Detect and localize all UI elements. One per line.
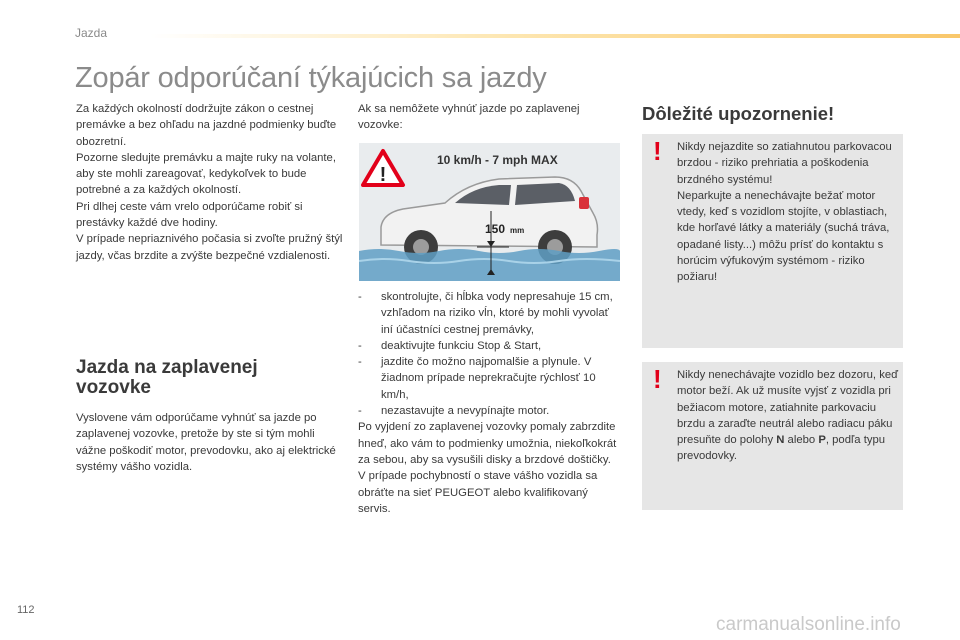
warning-text: [677, 139, 901, 286]
service-advice-text: V prípade pochybností o stave vášho vozidla sa obráťte na sieť PEUGEOT alebo kvalifikovaný servis.: [358, 470, 598, 515]
page-title: Zopár odporúčaní týkajúcich sa jazdy: [75, 62, 547, 94]
flooded-road-steps: [358, 289, 622, 517]
watermark: carmanualsonline.info: [716, 614, 901, 635]
list-item: - jazdite čo možno najpomalšie a plynule. V žiadnom prípade neprekračujte rýchlosť 10 km/h,: [358, 354, 622, 403]
gear-n-label: N: [776, 434, 785, 447]
warning-text-part: Nikdy nenechávajte vozidlo bez dozoru, keď motor beží. Ak už musíte vyjsť z vozidla pri bežiacom motore, zatiahnite parkovaciu brzdu a zaraďte neutrál alebo radiacu páku presuňte do polohy: [677, 369, 899, 447]
flooded-road-heading: Jazda na zaplavenej vozovke: [76, 357, 258, 398]
exclamation-icon: !: [379, 164, 387, 186]
gear-p-label: P: [818, 434, 826, 447]
depth-unit: mm: [510, 226, 525, 235]
warnings-heading: Dôležité upozornenie!: [642, 103, 835, 124]
flooded-road-text: Vyslovene vám odporúčame vyhnúť sa jazde po zaplavenej vozovke, pretože by ste si tým mohli vážne poškodiť motor, prevodovku, ako aj elektrické systémy vášho vozidla.: [76, 412, 336, 473]
flooded-car-illustration: [359, 143, 620, 281]
intro-text: [76, 101, 344, 264]
speed-limit-label: 10 km/h - 7 mph MAX: [437, 153, 558, 167]
list-item: - nezastavujte a nevypínajte motor.: [358, 403, 622, 419]
header-divider: [150, 34, 960, 38]
section-header: Jazda: [75, 26, 108, 40]
warning-box-unattended: [642, 362, 903, 510]
intro-paragraph: Za každých okolností dodržujte zákon o cestnej premávke a bez ohľadu na jazdné podmienky buďte obozretní.: [76, 103, 337, 148]
flooded-road-lead: Ak sa nemôžete vyhnúť jazde po zaplavenej vozovke:: [358, 103, 580, 132]
car-hub-front: [413, 239, 429, 255]
list-item: - deaktivujte funkciu Stop & Start,: [358, 338, 622, 354]
warning-paragraph: Nikdy nejazdite so zatiahnutou parkovacou brzdou - riziko prehriatia a poškodenia brzdného systému!: [677, 141, 892, 186]
car-taillight: [579, 197, 589, 209]
exclamation-icon: !: [653, 364, 662, 394]
step-text: deaktivujte funkciu Stop & Start,: [381, 339, 542, 352]
step-text: nezastavujte a nevypínajte motor.: [381, 405, 550, 418]
exclamation-icon: !: [653, 136, 662, 166]
step-text: skontrolujte, či hĺbka vody nepresahuje 15 cm, vzhľadom na riziko vĺn, ktoré by mohli vyvolať iní účastníci cestnej premávky,: [381, 291, 613, 336]
step-text: jazdite čo možno najpomalšie a plynule. V žiadnom prípade neprekračujte rýchlosť 10 km/h,: [381, 356, 596, 401]
warning-box-parking-brake: [642, 134, 903, 348]
intro-paragraph: Pri dlhej ceste vám vrelo odporúčame robiť si prestávky každé dve hodiny.: [76, 200, 303, 230]
water-surface: [359, 249, 620, 281]
list-item: - skontrolujte, či hĺbka vody nepresahuje 15 cm, vzhľadom na riziko vĺn, ktoré by mohli vyvolať iní účastníci cestnej premávky,: [358, 289, 622, 338]
warning-text: [677, 367, 901, 465]
intro-paragraph: Pozorne sledujte premávku a majte ruky na volante, aby ste mohli zareagovať, kedykoľvek to bude potrebné a za každých okolností.: [76, 151, 336, 197]
page-number: 112: [17, 604, 35, 616]
warning-text-part: alebo: [784, 434, 819, 447]
intro-paragraph: V prípade nepriaznivého počasia si zvoľte pružný štýl jazdy, včas brzdite a zvýšte bezpečné vzdialenosti.: [76, 233, 343, 262]
warning-text-part: , podľa typu prevodovky.: [677, 434, 886, 463]
warning-paragraph: Neparkujte a nenechávajte bežať motor vtedy, keď s vozidlom stojíte, v oblastiach, kde horľavé látky a materiály (suchá tráva, opadané listy...) môžu prísť do kontaktu s horúcim výfukovým systémom - riziko požiaru!: [677, 189, 890, 284]
depth-value: 150: [485, 222, 506, 236]
after-flood-text: Po vyjdení zo zaplavenej vozovky pomaly zabrzdite hneď, ako vám to podmienky umožnia, niekoľkokrát za sebou, aby sa vysušili disky a brzdové doštičky.: [358, 421, 617, 466]
